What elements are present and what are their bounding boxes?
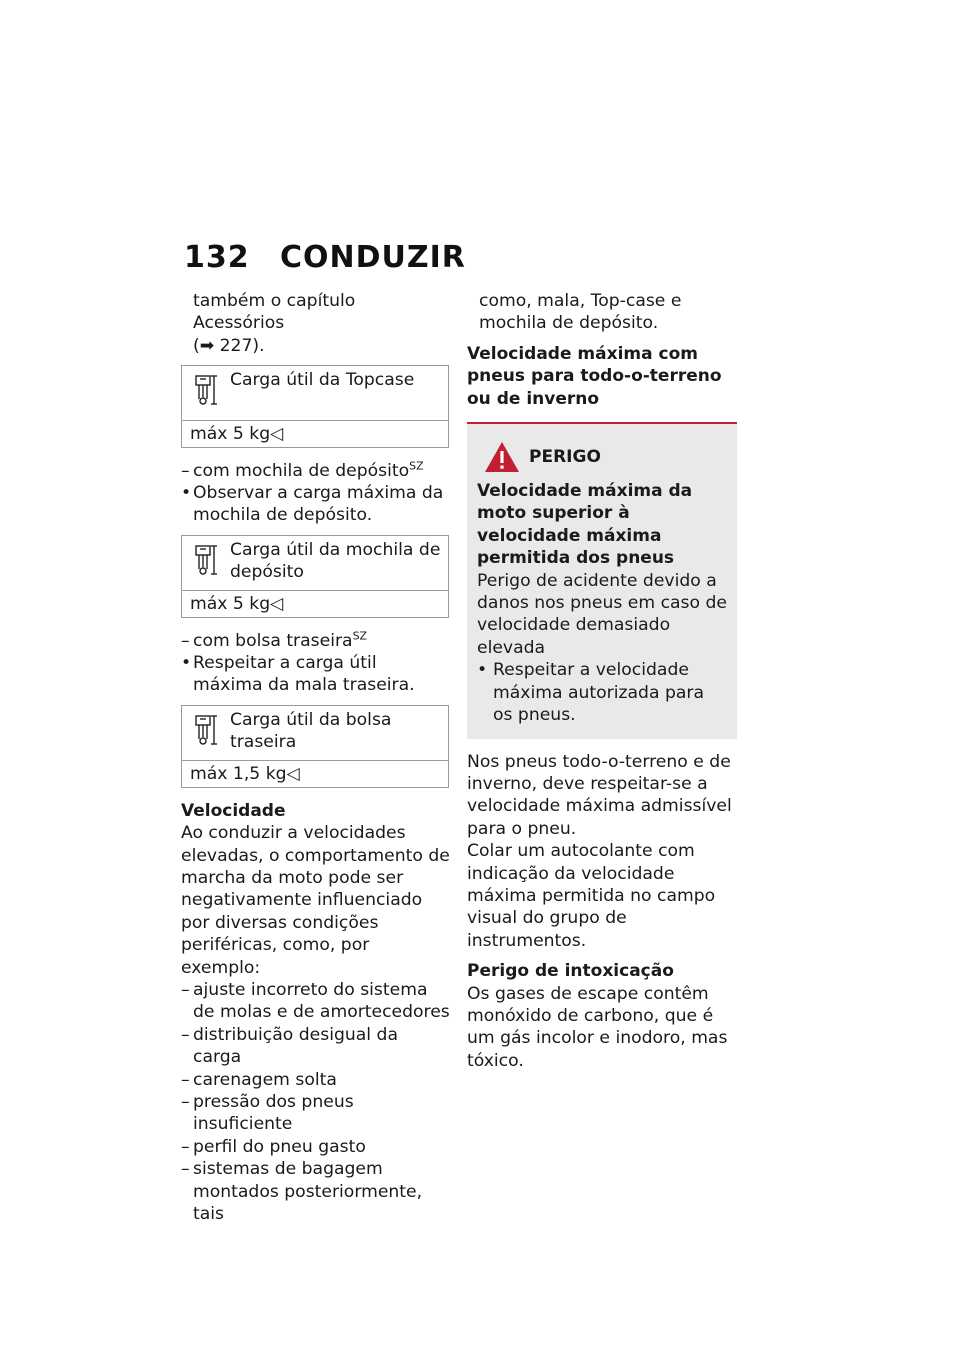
dash-marker: – (181, 1069, 190, 1090)
payload-table-tank-bag (181, 535, 449, 618)
optional-equipment-mark: SZ (352, 628, 368, 642)
section-title: CONDUZIR (280, 240, 466, 275)
list-item (181, 1091, 451, 1136)
bullet-item (477, 659, 727, 726)
intro-text (181, 290, 451, 357)
list-item (181, 1136, 451, 1158)
bullet-text: Respeitar a carga útil máxima da mala traseira. (193, 653, 415, 696)
list-item (181, 460, 451, 482)
left-column (181, 290, 451, 1225)
section-heading: Velocidade máxima com pneus para todo-o-terreno ou de inverno (467, 343, 722, 409)
payload-table-topcase (181, 365, 449, 447)
condition-list (181, 979, 451, 1225)
dash-marker: – (181, 1024, 190, 1045)
dash-marker: – (181, 979, 190, 1000)
page-reference-link[interactable]: (➡ 227). (193, 335, 265, 356)
payload-value: máx 5 kg◁ (190, 593, 284, 614)
list-item (181, 1158, 451, 1225)
bullet-marker: • (181, 653, 192, 674)
list-item-text: perfil do pneu gasto (193, 1136, 366, 1157)
page-header (184, 240, 466, 275)
list-item-text: distribuição desigual da carga (193, 1024, 398, 1068)
list-item-text: ajuste incorreto do sistema de molas e de amortecedores (193, 979, 450, 1023)
payload-weight-icon (194, 369, 230, 413)
danger-box (467, 422, 737, 738)
body-text: como, mala, Top-case e mochila de depósito. (479, 291, 682, 334)
list-item (181, 979, 451, 1024)
bullet-text: Observar a carga máxima da mochila de depósito. (193, 483, 444, 526)
bullet-text: Respeitar a velocidade máxima autorizada para os pneus. (493, 660, 704, 726)
list-item-text: pressão dos pneus insuficiente (193, 1091, 354, 1135)
list-item-text: com mochila de depósito (193, 460, 410, 481)
optional-equipment-mark: SZ (409, 458, 424, 472)
payload-label: Carga útil da Topcase (230, 370, 415, 391)
intro-line: também o capítulo Acessórios (193, 291, 356, 334)
bullet-item (181, 652, 451, 697)
list-item (181, 1024, 451, 1069)
payload-value: máx 1,5 kg◁ (190, 763, 300, 784)
body-text: Ao conduzir a velocidades elevadas, o comportamento de marcha da moto pode ser negativamente influenciado por diversas condições periféricas, como, por exemplo: (181, 823, 450, 978)
danger-text: Perigo de acidente devido a danos nos pneus em caso de velocidade demasiado elevada (477, 570, 727, 658)
body-text: Nos pneus todo-o-terreno e de inverno, deve respeitar-se a velocidade máxima admissível para o pneu. (467, 751, 732, 839)
danger-label: PERIGO (529, 446, 601, 467)
dash-marker: – (181, 1136, 190, 1157)
section-heading: Velocidade (181, 800, 286, 821)
danger-heading: Velocidade máxima da moto superior à velocidade máxima permitida dos pneus (477, 481, 693, 569)
dash-marker: – (181, 460, 190, 481)
dash-marker: – (181, 630, 190, 651)
right-column (467, 290, 737, 1072)
payload-value: máx 5 kg◁ (190, 423, 284, 444)
bullet-marker: • (477, 660, 488, 681)
payload-label: Carga útil da bolsa traseira (230, 709, 392, 753)
body-text: Os gases de escape contêm monóxido de carbono, que é um gás incolor e inodoro, mas tóxico. (467, 983, 728, 1071)
list-item-text: com bolsa traseira (193, 630, 353, 651)
payload-table-rear-bag (181, 705, 449, 788)
payload-label: Carga útil da mochila de depósito (230, 539, 441, 583)
bullet-marker: • (181, 483, 192, 504)
page-number: 132 (184, 240, 250, 275)
dash-marker: – (181, 1091, 190, 1112)
dash-marker: – (181, 1159, 190, 1180)
bullet-item (181, 482, 451, 527)
body-text: Colar um autocolante com indicação da velocidade máxima permitida no campo visual do grupo de instrumentos. (467, 841, 716, 951)
list-item-text: carenagem solta (193, 1069, 337, 1090)
payload-weight-icon (194, 539, 230, 584)
list-item-text: sistemas de bagagem montados posteriormente, tais (193, 1159, 423, 1224)
section-heading: Perigo de intoxicação (467, 961, 674, 982)
list-item (181, 630, 451, 652)
payload-weight-icon (194, 709, 230, 754)
list-item (181, 1069, 451, 1091)
warning-triangle-icon (483, 440, 521, 474)
